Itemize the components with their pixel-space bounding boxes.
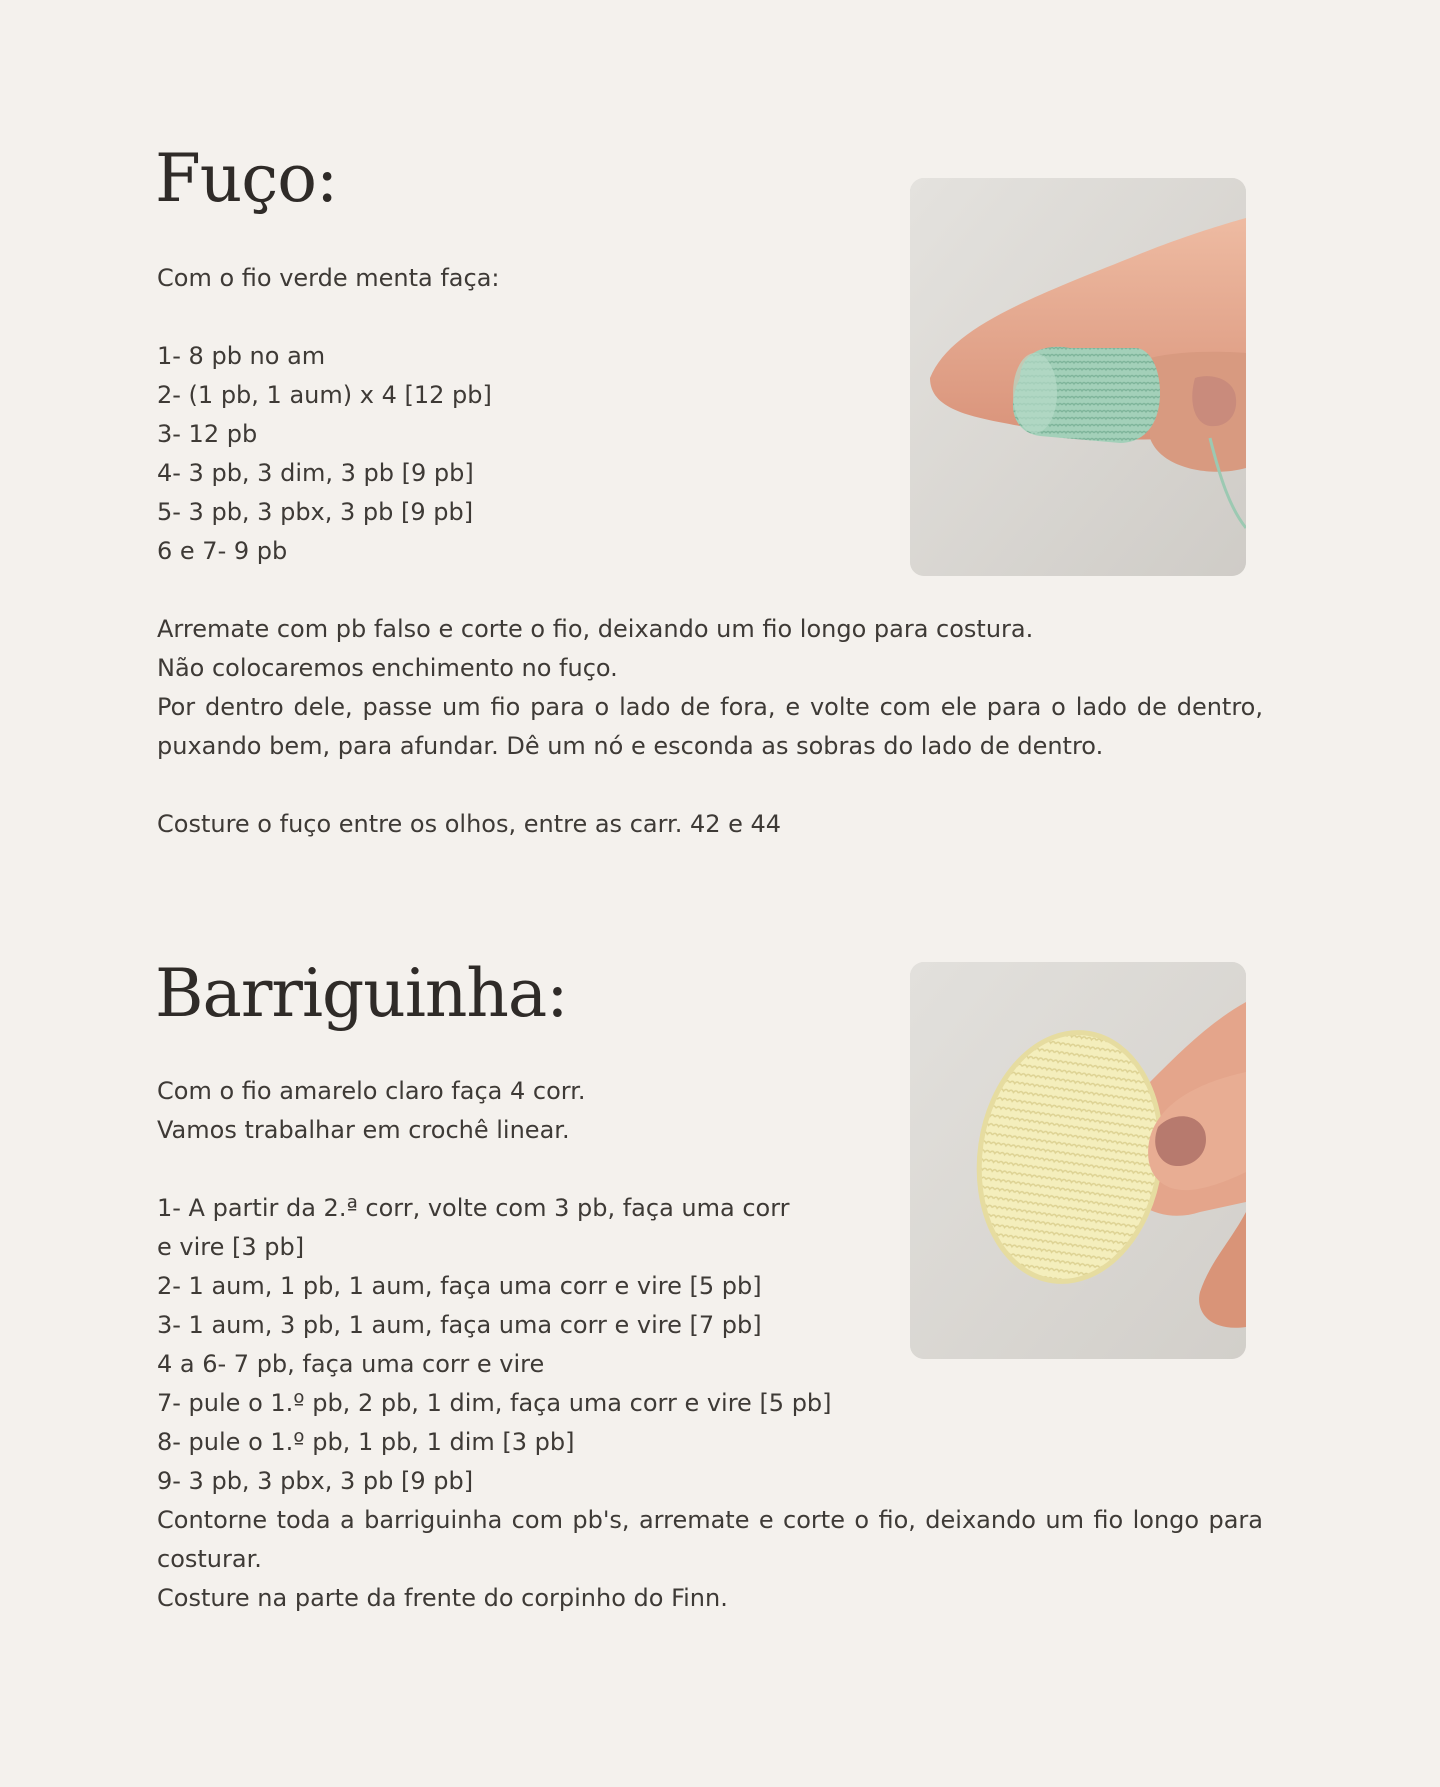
belly-instructions (157, 1072, 857, 1501)
belly-intro: Vamos trabalhar em crochê linear. (157, 1116, 570, 1144)
snout-intro: Com o fio verde menta faça: (157, 264, 500, 292)
belly-intro: Com o fio amarelo claro faça 4 corr. (157, 1077, 586, 1105)
snout-photo (910, 178, 1246, 576)
belly-step: e vire [3 pb] (157, 1233, 305, 1261)
snout-instructions (157, 259, 797, 571)
belly-step: 8- pule o 1.º pb, 1 pb, 1 dim [3 pb] (157, 1428, 575, 1456)
snout-step: 5- 3 pb, 3 pbx, 3 pb [9 pb] (157, 498, 474, 526)
snout-title: Fuço: (155, 140, 338, 217)
snout-sew-instruction: Costure o fuço entre os olhos, entre as carr. 42 e 44 (157, 810, 782, 838)
belly-step: 4 a 6- 7 pb, faça uma corr e vire (157, 1350, 545, 1378)
belly-finishing (157, 1501, 1263, 1618)
belly-photo (910, 962, 1246, 1359)
snout-step: 1- 8 pb no am (157, 342, 326, 370)
snout-finish-line: Arremate com pb falso e corte o fio, deixando um fio longo para costura. (157, 615, 1034, 643)
snout-step: 3- 12 pb (157, 420, 258, 448)
belly-sew-instruction: Costure na parte da frente do corpinho do Finn. (157, 1584, 728, 1612)
snout-step: 6 e 7- 9 pb (157, 537, 288, 565)
belly-title: Barriguinha: (155, 955, 568, 1032)
belly-step: 1- A partir da 2.ª corr, volte com 3 pb, faça uma corr (157, 1194, 790, 1222)
snout-finish-paragraph: Por dentro dele, passe um fio para o lado de fora, e volte com ele para o lado de dentro, puxando bem, para afundar. Dê um nó e esconda as sobras do lado de dentro. (157, 693, 1263, 760)
belly-outline-instruction: Contorne toda a barriguinha com pb's, arremate e corte o fio, deixando um fio longo para costurar. (157, 1506, 1263, 1573)
snout-step: 4- 3 pb, 3 dim, 3 pb [9 pb] (157, 459, 474, 487)
snout-finishing (157, 610, 1263, 844)
snout-step: 2- (1 pb, 1 aum) x 4 [12 pb] (157, 381, 492, 409)
belly-step: 9- 3 pb, 3 pbx, 3 pb [9 pb] (157, 1467, 474, 1495)
belly-step: 7- pule o 1.º pb, 2 pb, 1 dim, faça uma corr e vire [5 pb] (157, 1389, 832, 1417)
snout-finish-line: Não colocaremos enchimento no fuço. (157, 654, 618, 682)
belly-step: 2- 1 aum, 1 pb, 1 aum, faça uma corr e vire [5 pb] (157, 1272, 762, 1300)
belly-step: 3- 1 aum, 3 pb, 1 aum, faça uma corr e vire [7 pb] (157, 1311, 762, 1339)
